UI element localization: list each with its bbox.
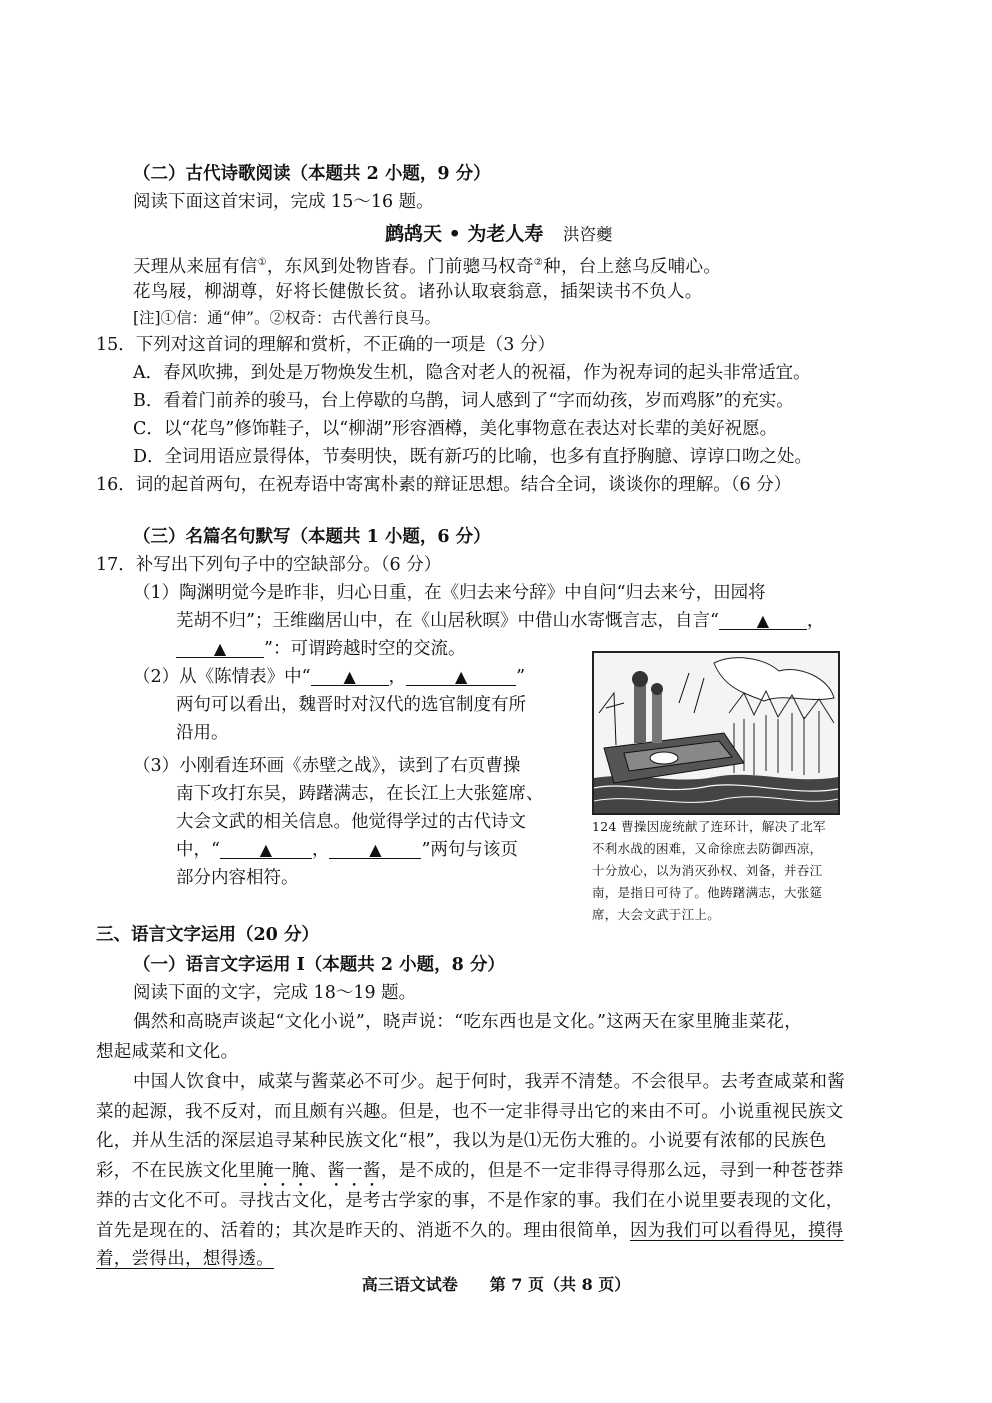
question-17-stem: 17．补写出下列句子中的空缺部分。（6 分） <box>96 555 442 575</box>
question-16: 16．词的起首两句，在祝寿语中寄寓朴素的辩证思想。结合全词，谈谈你的理解。（6 分） <box>96 475 792 495</box>
triangle-marker-icon: ▲ <box>213 639 227 658</box>
triangle-marker-icon: ▲ <box>343 667 356 686</box>
caption-line-4: 南，是指日可待了。他踌躇满志，大张筵 <box>592 885 823 900</box>
question-17-part-1-text: 芜胡不归”；王维幽居山中，在《山居秋暝》中借山水寄慨言志，自言“ <box>176 611 719 631</box>
underlined-sentence: 着，尝得出，想得透。 <box>96 1249 274 1269</box>
answer-blank[interactable] <box>329 836 421 859</box>
comic-caption <box>592 816 852 926</box>
question-17-part-2-line-1: （2）从《陈情表》中“ ▲ ， ▲ ” <box>133 663 525 691</box>
triangle-marker-icon: ▲ <box>259 840 273 859</box>
poem-footnote-mark-1: ① <box>257 257 267 268</box>
question-17-part-1-text-end: ”：可谓跨越时空的交流。 <box>264 639 466 659</box>
passage-text: ，是不成的，但是不一定非得寻得那么远，寻到一种苍苍莽 <box>380 1161 844 1181</box>
passage-p2-line-7 <box>96 1245 274 1273</box>
comic-illustration <box>592 651 840 815</box>
poem-line-2: 花鸟屐，柳湖尊，好将长健傲长贫。诸孙认取衰翁意，插架读书不负人。 <box>133 282 703 302</box>
poem-footnote-mark-2: ② <box>533 257 544 268</box>
question-15-option-a: A．春风吹拂，到处是万物焕发生机，隐含对老人的祝福，作为祝寿词的起头非常适宜。 <box>133 363 811 383</box>
section-heading-recitation: （三）名篇名句默写（本题共 1 小题，6 分） <box>133 527 491 547</box>
triangle-marker-icon: ▲ <box>454 667 468 686</box>
question-15-option-c: C．以“花鸟”修饰鞋子，以“柳湖”形容酒樽，美化事物意在表达对长辈的美好祝愿。 <box>133 419 778 439</box>
passage-p2-line-5: 莽的古文化不可。寻找古文化，是考古学家的事，不是作家的事。我们在小说里要表现的文化， <box>96 1191 844 1211</box>
section-heading-poetry: （二）古代诗歌阅读（本题共 2 小题，9 分） <box>133 164 491 184</box>
passage-p2-line-2: 菜的起源，我不反对，而且颇有兴趣。但是，也不一定非得寻出它的来由不可。小说重视民族文 <box>96 1102 844 1122</box>
caption-line-3: 十分放心，以为消灭孙权、刘备，并吞江 <box>592 863 823 878</box>
poetry-instruction: 阅读下面这首宋词，完成 15～16 题。 <box>133 192 434 212</box>
question-17-part-3-text: 中，“ <box>176 840 220 860</box>
question-17-part-2-line-3: 沿用。 <box>176 723 229 743</box>
passage-p1-line-1: 偶然和高晓声谈起“文化小说”，晓声说：“吃东西也是文化。”这两天在家里腌韭菜花， <box>133 1012 803 1032</box>
question-15-stem: 15．下列对这首词的理解和赏析，不正确的一项是（3 分） <box>96 335 555 355</box>
question-15-option-b: B．看着门前养的骏马，台上停歇的乌鹊，词人感到了“字而幼孩，岁而鸡豚”的充实。 <box>133 391 794 411</box>
question-17-part-2-line-2: 两句可以看出，魏晋时对汉代的选官制度有所 <box>176 695 526 715</box>
poem-line-1-part-b: ，东风到处物皆春。门前骢马权奇 <box>266 256 534 277</box>
answer-blank[interactable] <box>220 836 312 859</box>
question-15-option-d: D．全词用语应景得体，节奏明快，既有新巧的比喻，也多有直抒胸臆、谆谆口吻之处。 <box>133 447 813 467</box>
caption-line-2: 不利水战的困难，又命徐庶去防御西凉， <box>592 841 823 856</box>
dotted-phrase: 腌一腌、酱一酱 <box>256 1161 381 1181</box>
passage-p1-line-2: 想起咸菜和文化。 <box>96 1042 239 1062</box>
passage-p2-line-4 <box>96 1157 844 1191</box>
underlined-sentence: 因为我们可以看得见，摸得 <box>630 1221 844 1241</box>
comic-drawing <box>594 653 838 813</box>
answer-blank[interactable] <box>406 663 516 686</box>
poem-note: [注]①信：通“伸”。②权奇：古代善行良马。 <box>133 309 440 327</box>
question-17-part-1-line-2 <box>176 607 824 635</box>
question-17-part-3-line-3: 大会文武的相关信息。他觉得学过的古代诗文 <box>176 812 526 832</box>
passage-p2-line-6 <box>96 1217 844 1245</box>
subsection-heading: （一）语言文字运用 I（本题共 2 小题，8 分） <box>133 955 505 975</box>
comma: ， <box>311 840 330 860</box>
answer-blank[interactable] <box>719 607 807 630</box>
poem-header <box>385 220 612 249</box>
question-17-part-3-text-end: ”两句与该页 <box>421 840 518 860</box>
subsection-instruction: 阅读下面的文字，完成 18～19 题。 <box>133 983 417 1003</box>
poem-author: 洪咨夔 <box>562 225 613 244</box>
poem-line-1-part-c: 种，台上慈乌反哺心。 <box>543 256 722 277</box>
triangle-marker-icon: ▲ <box>369 840 382 859</box>
comma: ， <box>806 611 825 631</box>
answer-blank[interactable] <box>311 663 389 686</box>
question-17-part-3-line-1: （3）小刚看连环画《赤壁之战》，读到了右页曹操 <box>133 756 521 776</box>
passage-p2-line-1: 中国人饮食中，咸菜与酱菜必不可少。起于何时，我弄不清楚。不会很早。去考查咸菜和酱 <box>133 1072 845 1092</box>
passage-p2-line-3: 化，并从生活的深层追寻某种民族文化“根”，我以为是⑴无伤大雅的。小说要有浓郁的民族色 <box>96 1131 827 1151</box>
page-footer: 高三语文试卷 第 7 页（共 8 页） <box>361 1275 631 1294</box>
question-17-part-3-line-2: 南下攻打东吴，踌躇满志，在长江上大张筵席、 <box>176 784 544 804</box>
question-17-part-1-line-1: （1）陶渊明觉今是昨非，归心日重，在《归去来兮辞》中自问“归去来兮，田园将 <box>133 583 766 603</box>
question-17-part-3-line-5: 部分内容相符。 <box>176 868 299 888</box>
caption-line-5: 席，大会文武于江上。 <box>592 907 721 922</box>
question-17-part-1-line-3 <box>176 635 465 663</box>
passage-text: 彩，不在民族文化里 <box>96 1161 257 1181</box>
poem-line-1 <box>133 249 721 281</box>
caption-line-1: 124 曹操因庞统献了连环计，解决了北军 <box>592 819 826 834</box>
answer-blank[interactable] <box>176 635 264 658</box>
passage-text: 首先是现在的、活着的；其次是昨天的、消逝不久的。理由很简单， <box>96 1221 630 1241</box>
question-17-part-3-line-4 <box>176 836 518 864</box>
part-3-heading: 三、语言文字运用（20 分） <box>96 925 319 945</box>
question-17-part-2-text: （2）从《陈情表》中“ <box>133 667 311 687</box>
poem-title: 鹧鸪天 • 为老人寿 <box>385 223 544 245</box>
poem-line-1-part-a: 天理从来屈有信 <box>133 256 258 277</box>
triangle-marker-icon: ▲ <box>756 611 770 630</box>
comma: ， <box>388 667 407 687</box>
